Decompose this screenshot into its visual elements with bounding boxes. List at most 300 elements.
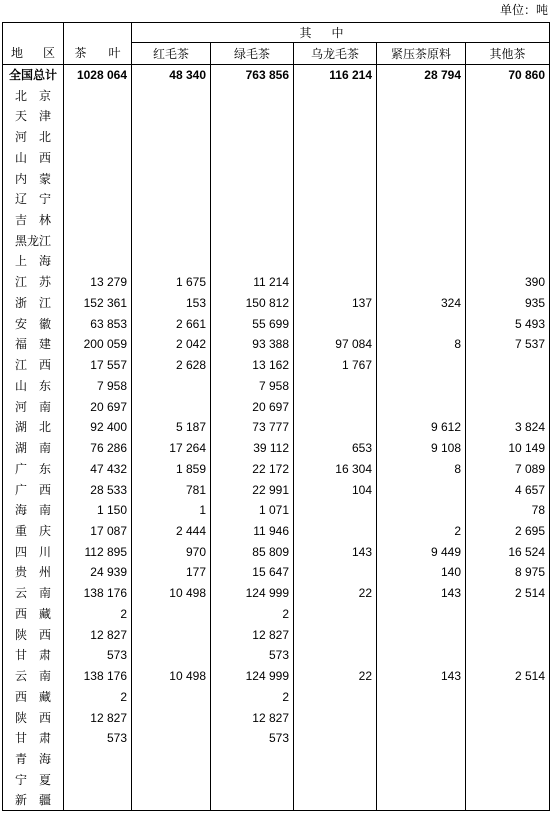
oolong-tea-cell: 104	[294, 479, 377, 500]
region-name: 安 徽	[15, 316, 51, 331]
compressed-tea-cell: 143	[377, 583, 466, 604]
compressed-tea-cell: 9 108	[377, 438, 466, 459]
oolong-tea-cell	[294, 168, 377, 189]
green-tea-cell: 12 827	[211, 624, 294, 645]
red-tea-cell	[132, 376, 211, 397]
other-tea-cell	[466, 355, 550, 376]
red-tea-cell	[132, 210, 211, 231]
region-cell	[3, 749, 64, 770]
compressed-tea-cell: 28 794	[377, 65, 466, 86]
green-tea-cell: 11 946	[211, 521, 294, 542]
tea-total-cell	[64, 230, 132, 251]
red-tea-cell	[132, 106, 211, 127]
green-tea-cell: 11 214	[211, 272, 294, 293]
oolong-tea-cell: 143	[294, 541, 377, 562]
oolong-tea-cell	[294, 210, 377, 231]
green-tea-cell	[211, 189, 294, 210]
other-tea-cell: 70 860	[466, 65, 550, 86]
red-tea-cell	[132, 127, 211, 148]
red-tea-cell	[132, 230, 211, 251]
header-tea	[64, 23, 132, 65]
tea-total-cell: 47 432	[64, 458, 132, 479]
tea-total-cell	[64, 168, 132, 189]
other-tea-cell: 2 514	[466, 666, 550, 687]
green-tea-cell: 124 999	[211, 583, 294, 604]
green-tea-cell: 124 999	[211, 666, 294, 687]
green-tea-cell	[211, 749, 294, 770]
compressed-tea-cell	[377, 790, 466, 811]
oolong-tea-cell	[294, 85, 377, 106]
oolong-tea-cell	[294, 147, 377, 168]
other-tea-cell	[466, 728, 550, 749]
red-tea-cell: 781	[132, 479, 211, 500]
compressed-tea-cell	[377, 85, 466, 106]
tea-total-cell: 17 087	[64, 521, 132, 542]
region-row	[3, 707, 550, 728]
region-row	[3, 85, 550, 106]
green-tea-cell: 2	[211, 604, 294, 625]
compressed-tea-cell: 140	[377, 562, 466, 583]
region-row	[3, 458, 550, 479]
tea-total-cell	[64, 106, 132, 127]
region-row	[3, 583, 550, 604]
region-row	[3, 230, 550, 251]
red-tea-cell	[132, 645, 211, 666]
region-name: 陕 西	[15, 627, 51, 642]
compressed-tea-cell	[377, 769, 466, 790]
other-tea-cell	[466, 687, 550, 708]
green-tea-cell: 15 647	[211, 562, 294, 583]
other-tea-cell	[466, 127, 550, 148]
region-name: 内 蒙	[15, 171, 51, 186]
tea-total-cell: 200 059	[64, 334, 132, 355]
region-row	[3, 438, 550, 459]
region-row	[3, 355, 550, 376]
green-tea-cell: 573	[211, 645, 294, 666]
oolong-tea-cell	[294, 769, 377, 790]
oolong-tea-cell	[294, 687, 377, 708]
red-tea-cell	[132, 769, 211, 790]
other-tea-cell	[466, 189, 550, 210]
red-tea-cell: 153	[132, 293, 211, 314]
tea-total-cell: 28 533	[64, 479, 132, 500]
red-tea-cell: 10 498	[132, 583, 211, 604]
compressed-tea-cell	[377, 728, 466, 749]
region-name: 湖 北	[15, 420, 51, 435]
tea-total-cell: 92 400	[64, 417, 132, 438]
region-row	[3, 313, 550, 334]
tea-total-cell: 152 361	[64, 293, 132, 314]
oolong-tea-cell: 1 767	[294, 355, 377, 376]
header-region-label: 地 区	[11, 46, 55, 60]
red-tea-cell: 5 187	[132, 417, 211, 438]
other-tea-cell: 78	[466, 500, 550, 521]
region-cell	[3, 707, 64, 728]
red-tea-cell: 2 661	[132, 313, 211, 334]
green-tea-cell: 12 827	[211, 707, 294, 728]
oolong-tea-cell	[294, 313, 377, 334]
region-name: 全国总计	[8, 68, 57, 83]
other-tea-cell	[466, 624, 550, 645]
oolong-tea-cell	[294, 376, 377, 397]
region-row	[3, 521, 550, 542]
tea-total-cell: 20 697	[64, 396, 132, 417]
oolong-tea-cell	[294, 728, 377, 749]
region-name: 甘 肃	[15, 731, 51, 746]
green-tea-cell	[211, 127, 294, 148]
other-tea-cell: 935	[466, 293, 550, 314]
red-tea-cell: 1 859	[132, 458, 211, 479]
tea-production-table	[2, 22, 550, 811]
oolong-tea-cell	[294, 749, 377, 770]
region-name: 河 南	[15, 399, 51, 414]
region-name: 湖 南	[15, 441, 51, 456]
region-name: 辽 宁	[15, 192, 51, 207]
red-tea-cell	[132, 790, 211, 811]
oolong-tea-cell	[294, 251, 377, 272]
header-of-which-label: 其 中	[299, 25, 344, 40]
other-tea-cell	[466, 769, 550, 790]
header-other-tea: 其他茶	[466, 43, 550, 65]
tea-total-cell	[64, 251, 132, 272]
oolong-tea-cell	[294, 624, 377, 645]
tea-total-cell: 1028 064	[64, 65, 132, 86]
green-tea-cell: 39 112	[211, 438, 294, 459]
region-name: 山 西	[15, 150, 51, 165]
region-name: 天 津	[15, 109, 51, 124]
other-tea-cell	[466, 790, 550, 811]
region-cell	[3, 479, 64, 500]
region-row	[3, 624, 550, 645]
other-tea-cell	[466, 707, 550, 728]
compressed-tea-cell	[377, 127, 466, 148]
region-cell	[3, 604, 64, 625]
region-row	[3, 396, 550, 417]
other-tea-cell: 8 975	[466, 562, 550, 583]
red-tea-cell	[132, 707, 211, 728]
other-tea-cell: 7 537	[466, 334, 550, 355]
other-tea-cell	[466, 396, 550, 417]
red-tea-cell	[132, 251, 211, 272]
region-row	[3, 147, 550, 168]
region-name: 福 建	[15, 337, 51, 352]
header-region	[3, 23, 64, 65]
region-cell	[3, 521, 64, 542]
red-tea-cell: 970	[132, 541, 211, 562]
tea-total-cell	[64, 210, 132, 231]
header-compressed-tea: 紧压茶原料	[377, 43, 466, 65]
compressed-tea-cell	[377, 147, 466, 168]
red-tea-cell: 2 042	[132, 334, 211, 355]
compressed-tea-cell	[377, 376, 466, 397]
green-tea-cell: 22 991	[211, 479, 294, 500]
region-cell	[3, 210, 64, 231]
other-tea-cell: 5 493	[466, 313, 550, 334]
region-cell	[3, 790, 64, 811]
region-name: 北 京	[15, 88, 51, 103]
red-tea-cell: 2 444	[132, 521, 211, 542]
other-tea-cell	[466, 251, 550, 272]
region-name: 陕 西	[15, 710, 51, 725]
tea-total-cell: 573	[64, 645, 132, 666]
green-tea-cell	[211, 106, 294, 127]
header-green-tea: 绿毛茶	[211, 43, 294, 65]
oolong-tea-cell: 116 214	[294, 65, 377, 86]
oolong-tea-cell	[294, 417, 377, 438]
region-cell	[3, 334, 64, 355]
region-row	[3, 790, 550, 811]
oolong-tea-cell	[294, 396, 377, 417]
region-name: 江 西	[15, 358, 51, 373]
green-tea-cell: 22 172	[211, 458, 294, 479]
region-cell	[3, 230, 64, 251]
compressed-tea-cell	[377, 479, 466, 500]
red-tea-cell	[132, 749, 211, 770]
other-tea-cell	[466, 645, 550, 666]
region-name: 广 东	[15, 461, 51, 476]
other-tea-cell: 2 514	[466, 583, 550, 604]
region-cell	[3, 293, 64, 314]
oolong-tea-cell: 22	[294, 583, 377, 604]
region-row	[3, 479, 550, 500]
tea-total-cell: 76 286	[64, 438, 132, 459]
region-row	[3, 500, 550, 521]
compressed-tea-cell	[377, 230, 466, 251]
red-tea-cell: 17 264	[132, 438, 211, 459]
tea-total-cell: 63 853	[64, 313, 132, 334]
compressed-tea-cell	[377, 687, 466, 708]
region-name: 吉 林	[15, 213, 51, 227]
oolong-tea-cell	[294, 500, 377, 521]
region-cell	[3, 106, 64, 127]
header-row-top	[3, 23, 550, 43]
compressed-tea-cell	[377, 500, 466, 521]
tea-total-cell: 12 827	[64, 624, 132, 645]
green-tea-cell: 93 388	[211, 334, 294, 355]
other-tea-cell	[466, 604, 550, 625]
region-name: 西 藏	[15, 689, 51, 704]
compressed-tea-cell	[377, 210, 466, 231]
region-name: 河 北	[15, 130, 51, 145]
tea-total-cell: 13 279	[64, 272, 132, 293]
region-row	[3, 376, 550, 397]
oolong-tea-cell	[294, 272, 377, 293]
green-tea-cell	[211, 85, 294, 106]
region-name: 云 南	[15, 586, 51, 601]
other-tea-cell: 2 695	[466, 521, 550, 542]
compressed-tea-cell	[377, 272, 466, 293]
oolong-tea-cell	[294, 521, 377, 542]
region-cell	[3, 562, 64, 583]
red-tea-cell: 1	[132, 500, 211, 521]
tea-total-cell	[64, 147, 132, 168]
region-cell	[3, 728, 64, 749]
other-tea-cell: 10 149	[466, 438, 550, 459]
region-cell	[3, 417, 64, 438]
oolong-tea-cell: 22	[294, 666, 377, 687]
region-name: 重 庆	[15, 524, 51, 539]
green-tea-cell: 150 812	[211, 293, 294, 314]
tea-total-cell: 573	[64, 728, 132, 749]
region-cell	[3, 645, 64, 666]
oolong-tea-cell	[294, 106, 377, 127]
region-row	[3, 562, 550, 583]
region-row	[3, 189, 550, 210]
green-tea-cell: 573	[211, 728, 294, 749]
compressed-tea-cell	[377, 168, 466, 189]
region-name: 甘 肃	[15, 648, 51, 663]
other-tea-cell: 390	[466, 272, 550, 293]
region-name: 山 东	[15, 378, 51, 393]
region-cell	[3, 251, 64, 272]
green-tea-cell	[211, 147, 294, 168]
region-cell	[3, 396, 64, 417]
tea-total-cell	[64, 189, 132, 210]
green-tea-cell	[211, 210, 294, 231]
region-row	[3, 645, 550, 666]
region-name: 西 藏	[15, 606, 51, 621]
green-tea-cell: 55 699	[211, 313, 294, 334]
other-tea-cell	[466, 376, 550, 397]
region-name: 云 南	[15, 669, 51, 684]
green-tea-cell: 73 777	[211, 417, 294, 438]
region-cell	[3, 666, 64, 687]
red-tea-cell	[132, 687, 211, 708]
region-name: 青 海	[15, 752, 51, 767]
tea-total-cell	[64, 749, 132, 770]
region-name: 海 南	[15, 503, 51, 518]
other-tea-cell: 3 824	[466, 417, 550, 438]
region-name: 广 西	[15, 482, 51, 497]
header-red-tea: 红毛茶	[132, 43, 211, 65]
region-name: 江 苏	[15, 275, 51, 290]
region-cell	[3, 147, 64, 168]
red-tea-cell: 10 498	[132, 666, 211, 687]
other-tea-cell	[466, 749, 550, 770]
red-tea-cell: 48 340	[132, 65, 211, 86]
oolong-tea-cell: 137	[294, 293, 377, 314]
compressed-tea-cell	[377, 189, 466, 210]
region-row	[3, 728, 550, 749]
region-name: 四 川	[15, 544, 51, 559]
oolong-tea-cell: 653	[294, 438, 377, 459]
tea-total-cell: 24 939	[64, 562, 132, 583]
compressed-tea-cell	[377, 707, 466, 728]
region-cell	[3, 189, 64, 210]
oolong-tea-cell	[294, 790, 377, 811]
compressed-tea-cell	[377, 645, 466, 666]
tea-total-cell	[64, 769, 132, 790]
region-name: 浙 江	[15, 295, 51, 310]
region-row	[3, 106, 550, 127]
unit-label: 单位：吨	[499, 3, 548, 17]
tea-total-cell: 7 958	[64, 376, 132, 397]
region-cell	[3, 624, 64, 645]
region-cell	[3, 458, 64, 479]
tea-total-cell: 138 176	[64, 583, 132, 604]
region-row	[3, 417, 550, 438]
red-tea-cell: 2 628	[132, 355, 211, 376]
oolong-tea-cell	[294, 604, 377, 625]
region-row	[3, 541, 550, 562]
table-body	[3, 65, 550, 811]
region-cell	[3, 85, 64, 106]
green-tea-cell: 20 697	[211, 396, 294, 417]
green-tea-cell: 7 958	[211, 376, 294, 397]
region-row	[3, 251, 550, 272]
tea-total-cell	[64, 790, 132, 811]
other-tea-cell: 7 089	[466, 458, 550, 479]
compressed-tea-cell	[377, 749, 466, 770]
oolong-tea-cell	[294, 230, 377, 251]
other-tea-cell: 16 524	[466, 541, 550, 562]
region-cell	[3, 500, 64, 521]
other-tea-cell	[466, 230, 550, 251]
compressed-tea-cell: 8	[377, 458, 466, 479]
green-tea-cell: 2	[211, 687, 294, 708]
national-total-row	[3, 65, 550, 86]
oolong-tea-cell	[294, 645, 377, 666]
region-name: 宁 夏	[15, 772, 51, 787]
other-tea-cell	[466, 210, 550, 231]
red-tea-cell: 177	[132, 562, 211, 583]
tea-total-cell	[64, 85, 132, 106]
region-cell	[3, 355, 64, 376]
oolong-tea-cell	[294, 707, 377, 728]
compressed-tea-cell: 8	[377, 334, 466, 355]
tea-total-cell: 1 150	[64, 500, 132, 521]
green-tea-cell	[211, 168, 294, 189]
region-name: 黑龙江	[14, 233, 51, 248]
red-tea-cell	[132, 604, 211, 625]
compressed-tea-cell	[377, 396, 466, 417]
other-tea-cell	[466, 106, 550, 127]
tea-total-cell: 17 557	[64, 355, 132, 376]
compressed-tea-cell	[377, 604, 466, 625]
green-tea-cell	[211, 790, 294, 811]
region-row	[3, 604, 550, 625]
red-tea-cell	[132, 147, 211, 168]
green-tea-cell: 763 856	[211, 65, 294, 86]
tea-total-cell: 12 827	[64, 707, 132, 728]
region-cell	[3, 127, 64, 148]
region-row	[3, 272, 550, 293]
red-tea-cell	[132, 728, 211, 749]
compressed-tea-cell: 324	[377, 293, 466, 314]
region-cell	[3, 687, 64, 708]
oolong-tea-cell: 97 084	[294, 334, 377, 355]
header-oolong-tea: 乌龙毛茶	[294, 43, 377, 65]
region-cell	[3, 65, 64, 86]
tea-total-cell: 2	[64, 604, 132, 625]
compressed-tea-cell	[377, 313, 466, 334]
other-tea-cell	[466, 147, 550, 168]
region-row	[3, 769, 550, 790]
region-name: 贵 州	[15, 565, 51, 580]
region-row	[3, 210, 550, 231]
red-tea-cell	[132, 624, 211, 645]
red-tea-cell	[132, 189, 211, 210]
compressed-tea-cell	[377, 355, 466, 376]
compressed-tea-cell: 2	[377, 521, 466, 542]
tea-total-cell: 138 176	[64, 666, 132, 687]
green-tea-cell	[211, 251, 294, 272]
tea-total-cell: 2	[64, 687, 132, 708]
region-cell	[3, 769, 64, 790]
tea-total-cell	[64, 127, 132, 148]
region-row	[3, 293, 550, 314]
compressed-tea-cell: 143	[377, 666, 466, 687]
